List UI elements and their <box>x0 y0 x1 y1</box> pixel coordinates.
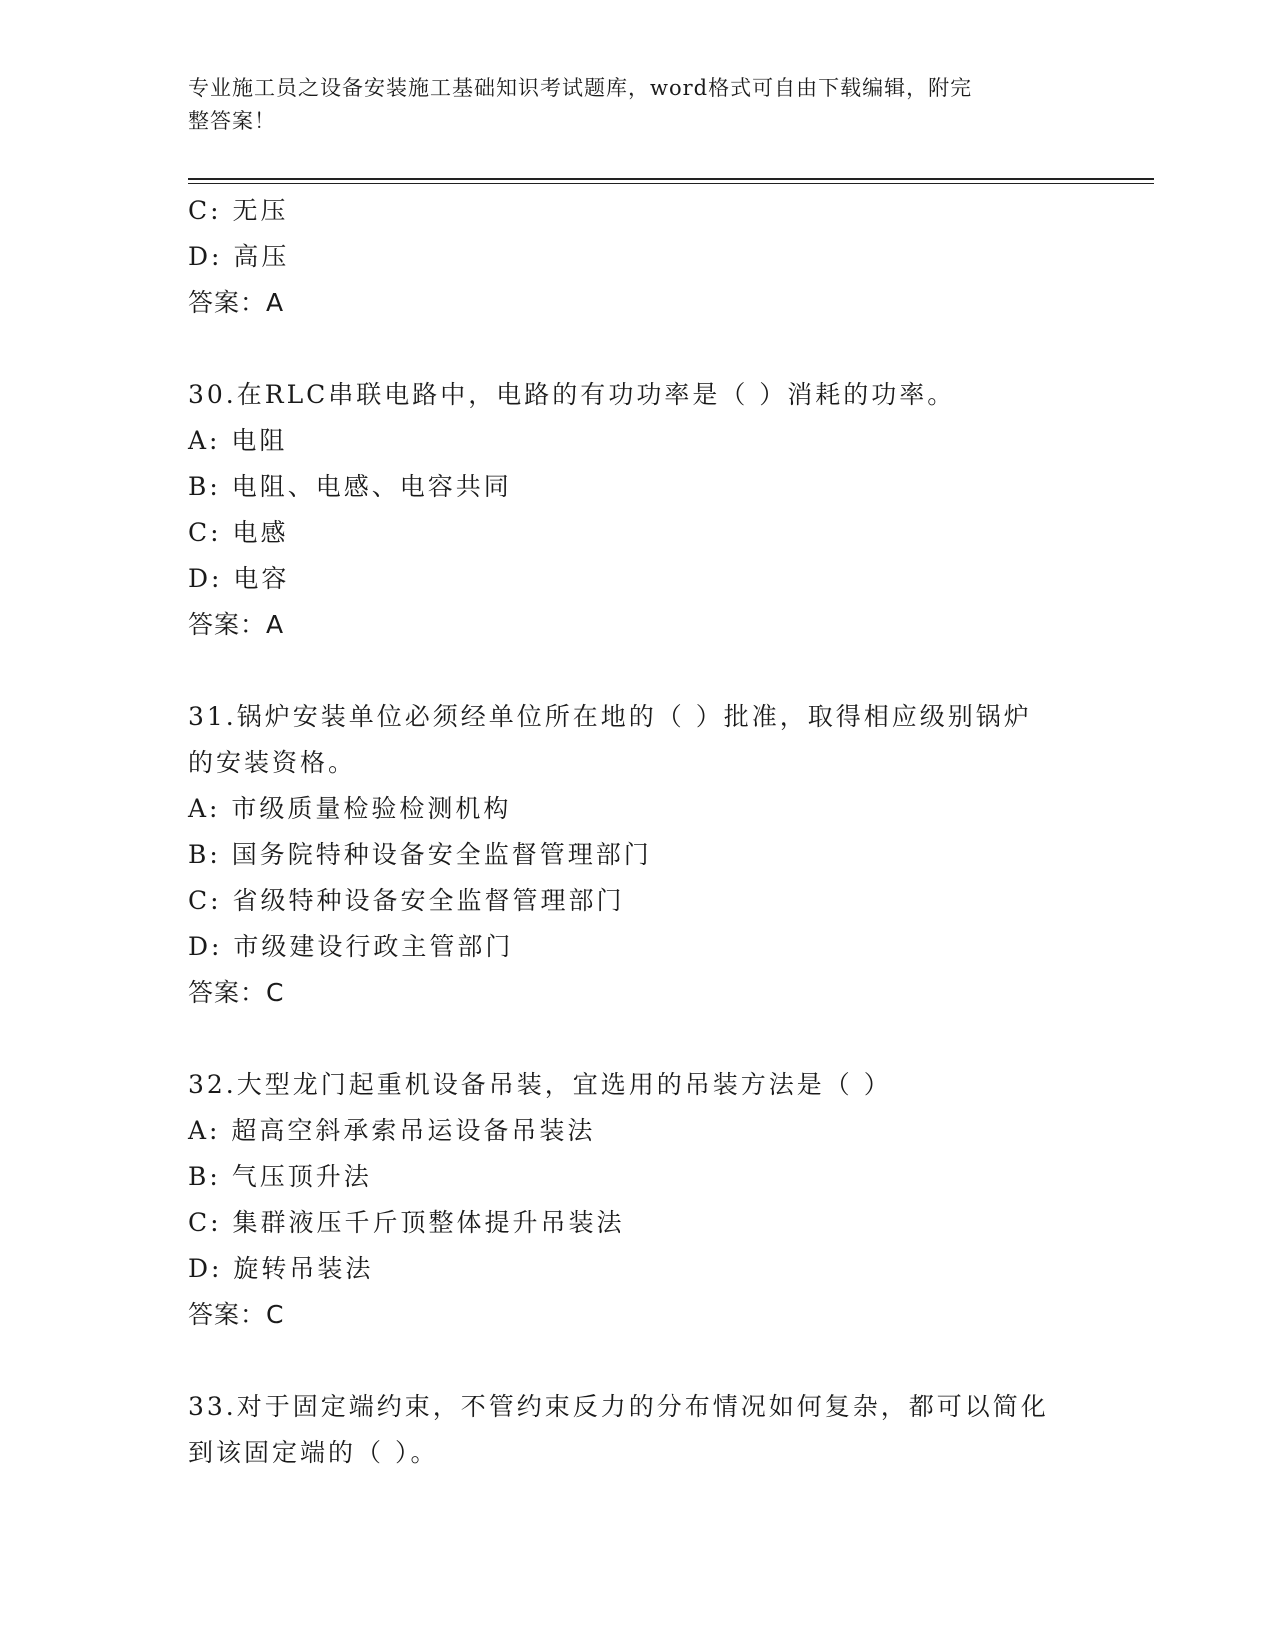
question-text-line-2: 的安装资格。 <box>188 748 357 777</box>
option-d: D: 市级建设行政主管部门 <box>188 932 514 961</box>
spacer <box>188 1338 1088 1384</box>
option-c: C: 无压 <box>188 196 289 225</box>
question-30 <box>188 372 1088 648</box>
header-line-1: 专业施工员之设备安装施工基础知识考试题库，word格式可自由下载编辑，附完 <box>188 76 973 100</box>
question-list <box>188 188 1088 1476</box>
document-header <box>188 72 1068 138</box>
question-text-line-1: 31.锅炉安装单位必须经单位所在地的（ ）批准，取得相应级别锅炉 <box>188 702 1032 731</box>
question-31 <box>188 694 1088 1016</box>
spacer <box>188 648 1088 694</box>
spacer <box>188 1016 1088 1062</box>
question-29 <box>188 188 1088 326</box>
option-b: B: 国务院特种设备安全监督管理部门 <box>188 840 652 869</box>
question-33 <box>188 1384 1088 1476</box>
question-text-line-1: 33.对于固定端约束，不管约束反力的分布情况如何复杂，都可以简化 <box>188 1392 1049 1421</box>
option-b: B: 电阻、电感、电容共同 <box>188 472 512 501</box>
answer: 答案：C <box>188 978 285 1007</box>
option-c: C: 省级特种设备安全监督管理部门 <box>188 886 625 915</box>
option-d: D: 旋转吊装法 <box>188 1254 374 1283</box>
header-divider-thick <box>188 178 1154 180</box>
option-a: A: 市级质量检验检测机构 <box>188 794 512 823</box>
option-c: C: 集群液压千斤顶整体提升吊装法 <box>188 1208 625 1237</box>
question-text-line-2: 到该固定端的（ ）。 <box>188 1438 439 1467</box>
option-b: B: 气压顶升法 <box>188 1162 372 1191</box>
answer: 答案：A <box>188 610 285 639</box>
option-a: A: 电阻 <box>188 426 288 455</box>
option-c: C: 电感 <box>188 518 289 547</box>
question-text: 30.在RLC串联电路中，电路的有功功率是（ ）消耗的功率。 <box>188 380 956 409</box>
spacer <box>188 326 1088 372</box>
header-divider-thin <box>188 183 1154 184</box>
answer: 答案：A <box>188 288 285 317</box>
option-d: D: 电容 <box>188 564 290 593</box>
option-d: D: 高压 <box>188 242 290 271</box>
question-32 <box>188 1062 1088 1338</box>
option-a: A: 超高空斜承索吊运设备吊装法 <box>188 1116 596 1145</box>
header-line-2: 整答案！ <box>188 109 276 133</box>
answer: 答案：C <box>188 1300 285 1329</box>
question-text: 32.大型龙门起重机设备吊装，宜选用的吊装方法是（ ） <box>188 1070 892 1099</box>
